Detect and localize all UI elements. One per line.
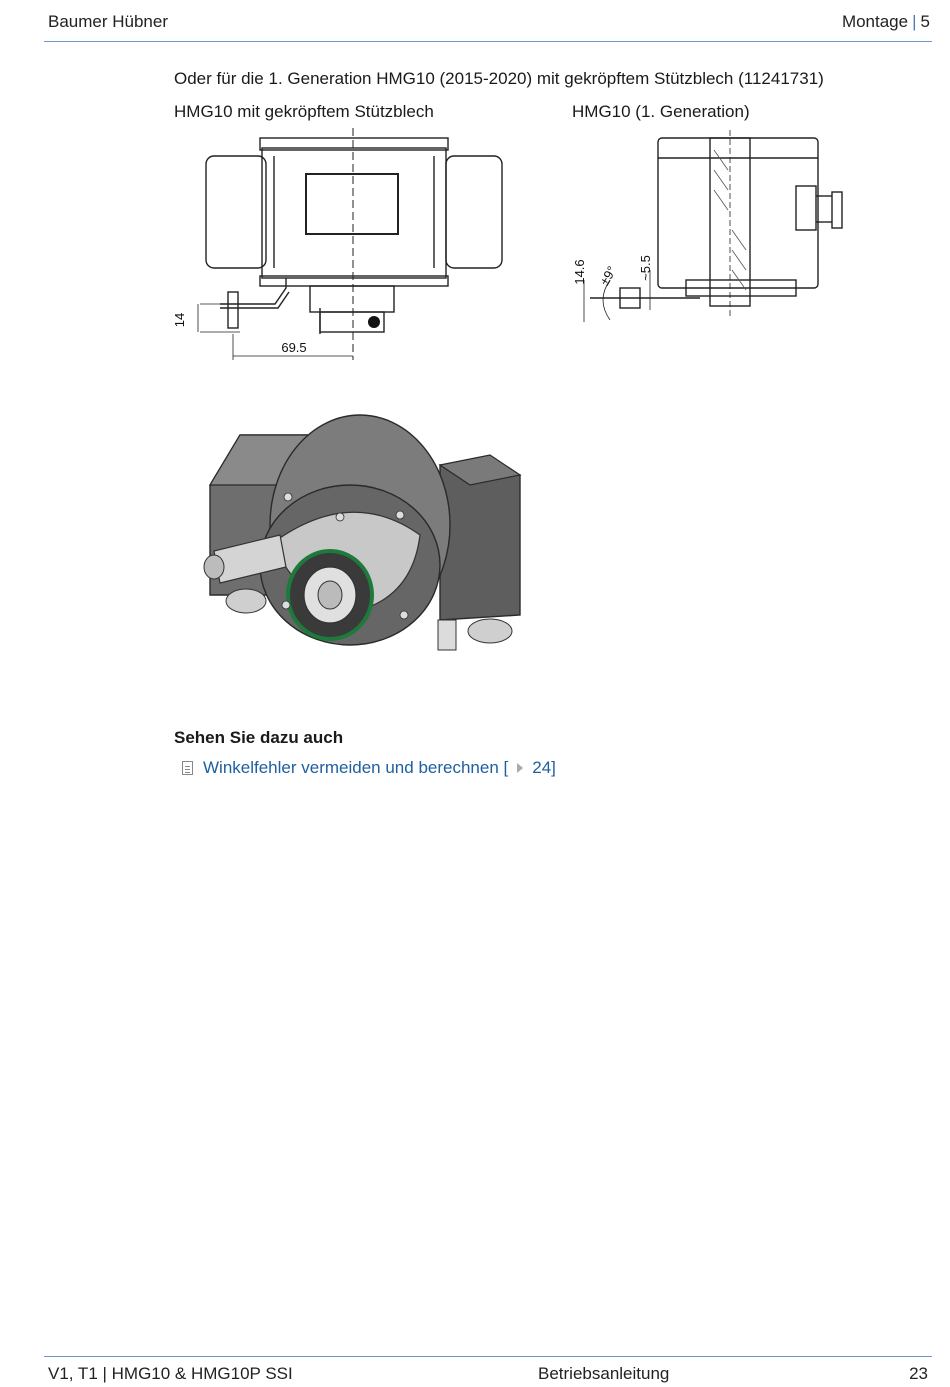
see-also-link-text: Winkelfehler vermeiden und berechnen [ <box>203 758 509 777</box>
intro-text: Oder für die 1. Generation HMG10 (2015-2020) mit gekröpftem Stützblech (11241731) <box>174 69 824 88</box>
shaft-bolt <box>368 316 380 328</box>
dim-a-label: 14.6 <box>572 259 587 285</box>
header-section: Montage <box>841 12 909 31</box>
header-chapter: 5 <box>920 12 930 31</box>
drawing-side-view <box>570 130 850 340</box>
footer-rule <box>44 1356 932 1357</box>
page-arrow-icon <box>517 763 523 773</box>
dim-b-label: ±9° <box>596 263 620 288</box>
figure2-caption: HMG10 (1. Generation) <box>572 102 750 121</box>
dim-c-label: ~5.5 <box>638 255 653 281</box>
see-also-heading: Sehen Sie dazu auch <box>174 728 344 747</box>
header-right <box>842 12 930 32</box>
header-rule <box>44 41 932 42</box>
dim-height-label: 14 <box>172 312 187 328</box>
see-also-link[interactable] <box>182 758 556 778</box>
header-left: Baumer Hübner <box>48 12 169 31</box>
figure1-caption: HMG10 mit gekröpftem Stützblech <box>174 102 434 121</box>
encoder-3d-illustration <box>200 405 540 655</box>
dim-width-label: 69.5 <box>281 340 307 355</box>
footer-center: Betriebsanleitung <box>538 1364 670 1383</box>
document-icon <box>182 761 193 775</box>
see-also-link-page: 24] <box>532 758 556 777</box>
drawing-front-view <box>170 128 510 368</box>
footer-page-number: 23 <box>909 1364 928 1383</box>
header-separator: | <box>912 12 917 31</box>
footer-left: V1, T1 | HMG10 & HMG10P SSI <box>48 1364 293 1383</box>
